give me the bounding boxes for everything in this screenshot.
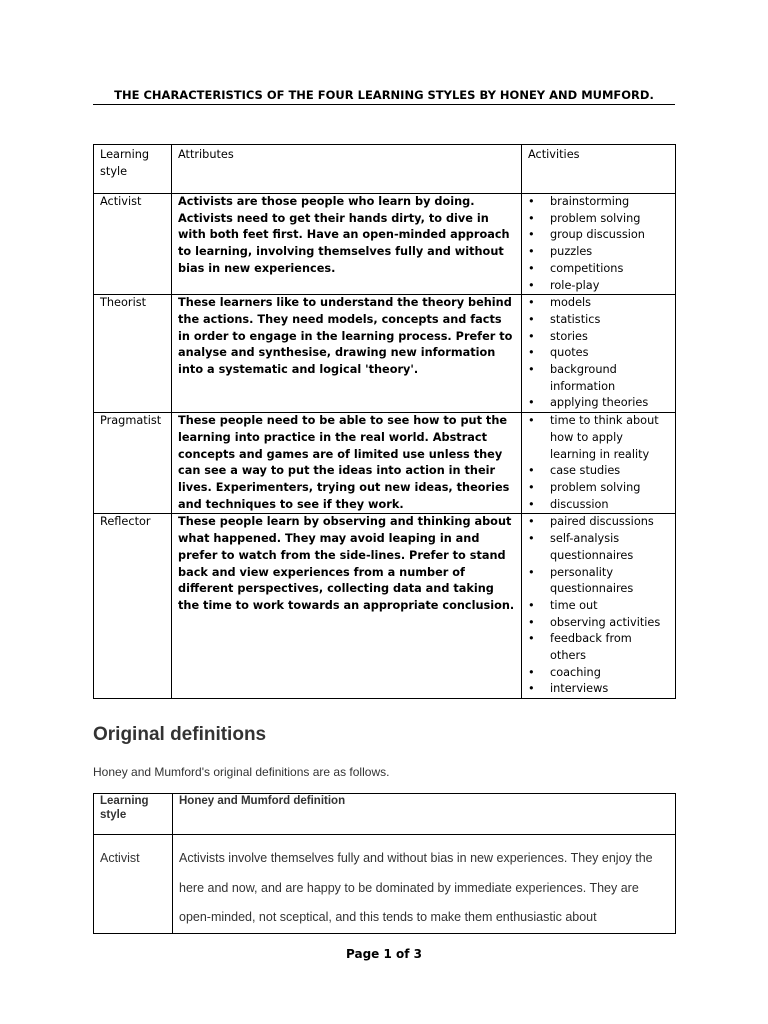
- page-number: Page 1 of 3: [346, 947, 422, 961]
- activity-item: • brainstorming: [528, 194, 671, 211]
- table-row: [94, 194, 676, 295]
- activities-list: [528, 194, 671, 294]
- activity-item: • time out: [528, 598, 671, 615]
- activity-item: • case studies: [528, 463, 671, 480]
- header-definition: Honey and Mumford definition: [173, 794, 676, 835]
- table-row: [94, 835, 676, 934]
- table-header-row: [94, 145, 676, 194]
- document-title: THE CHARACTERISTICS OF THE FOUR LEARNING STYLES BY HONEY AND MUMFORD.: [114, 88, 654, 102]
- activity-item: • interviews: [528, 681, 671, 698]
- activities-cell: [522, 413, 676, 514]
- header-activities: Activities: [522, 145, 676, 194]
- activity-item: • models: [528, 295, 671, 312]
- table-row: [94, 514, 676, 699]
- activities-cell: [522, 514, 676, 699]
- activity-item: • observing activities: [528, 615, 671, 632]
- activity-item: • statistics: [528, 312, 671, 329]
- activities-cell: [522, 295, 676, 413]
- table-header-row: [94, 794, 676, 835]
- table-row: [94, 295, 676, 413]
- style-name: Reflector: [94, 514, 172, 699]
- style-attributes: These learners like to understand the theory behind the actions. They need models, concepts and facts in order to engage in the learning process. Prefer to analyse and synthesise, drawing new information into a systematic and logical 'theory'.: [172, 295, 522, 413]
- activity-item: • group discussion: [528, 227, 671, 244]
- activity-item: • time to think about how to apply learning in reality: [528, 413, 671, 463]
- activities-list: [528, 413, 671, 513]
- activity-item: • problem solving: [528, 211, 671, 228]
- activities-cell: [522, 194, 676, 295]
- activity-item: • problem solving: [528, 480, 671, 497]
- title-underline: [93, 104, 675, 105]
- header-learning-style: Learning style: [94, 794, 173, 835]
- style-attributes: These people learn by observing and thinking about what happened. They may avoid leaping in and prefer to watch from the side-lines. Prefer to stand back and view experiences from a number of different perspectives, collecting data and taking the time to work towards an appropriate conclusion.: [172, 514, 522, 699]
- activity-item: • stories: [528, 329, 671, 346]
- activity-item: • competitions: [528, 261, 671, 278]
- activities-list: [528, 514, 671, 698]
- activity-item: • feedback from others: [528, 631, 671, 664]
- definitions-table: [93, 793, 676, 934]
- header-attributes: Attributes: [172, 145, 522, 194]
- activity-item: • discussion: [528, 497, 671, 514]
- activities-list: [528, 295, 671, 412]
- section-intro: Honey and Mumford's original definitions are as follows.: [93, 765, 390, 779]
- table-row: [94, 413, 676, 514]
- activity-item: • background information: [528, 362, 671, 395]
- activity-item: • quotes: [528, 345, 671, 362]
- style-name: Activist: [94, 835, 173, 934]
- header-learning-style: Learning style: [94, 145, 172, 194]
- activity-item: • self-analysis questionnaires: [528, 531, 671, 564]
- activity-item: • applying theories: [528, 395, 671, 412]
- activity-item: • role-play: [528, 278, 671, 295]
- activity-item: • paired discussions: [528, 514, 671, 531]
- activity-item: • coaching: [528, 665, 671, 682]
- style-name: Theorist: [94, 295, 172, 413]
- style-attributes: These people need to be able to see how to put the learning into practice in the real world. Abstract concepts and games are of limited use unless they can see a way to put the ideas into action in their lives. Experimenters, trying out new ideas, theories and techniques to see if they work.: [172, 413, 522, 514]
- activity-item: • puzzles: [528, 244, 671, 261]
- style-attributes: Activists are those people who learn by doing. Activists need to get their hands dirty, to dive in with both feet first. Have an open-minded approach to learning, involving themselves fully and without bias in new experiences.: [172, 194, 522, 295]
- definition-text: Activists involve themselves fully and without bias in new experiences. They enjoy the here and now, and are happy to be dominated by immediate experiences. They are open-minded, not sceptical, and this tends to make them enthusiastic about: [173, 835, 676, 934]
- section-heading: Original definitions: [93, 724, 267, 745]
- learning-styles-table: [93, 144, 676, 699]
- style-name: Activist: [94, 194, 172, 295]
- activity-item: • personality questionnaires: [528, 565, 671, 598]
- style-name: Pragmatist: [94, 413, 172, 514]
